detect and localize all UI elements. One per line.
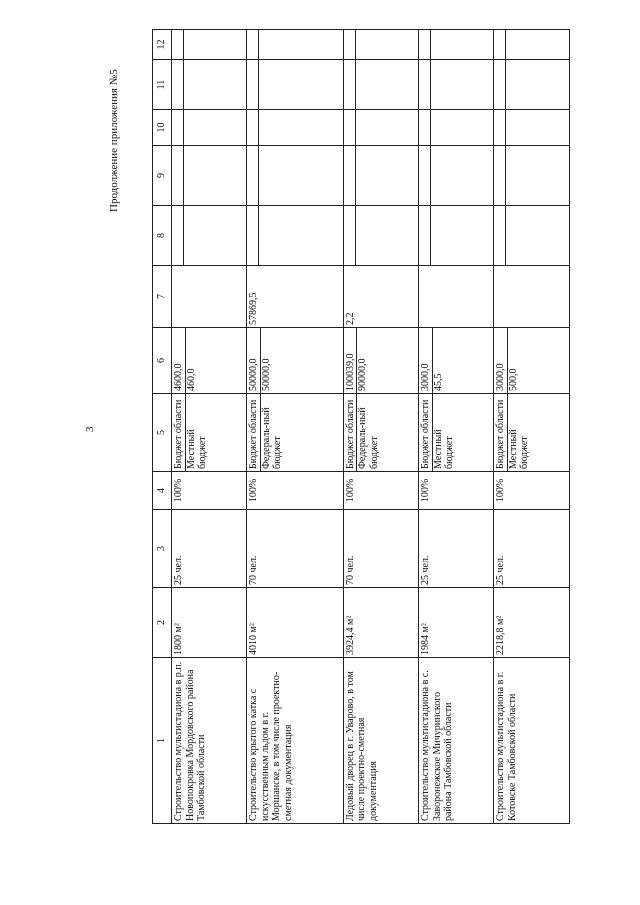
object-name-cell: Строительство крытого катка с искусственным льдом в г. Моршанске, в том числе проектно-сметная документация (247, 658, 343, 824)
funding-source: Бюджет области (345, 394, 358, 471)
empty-subcell (173, 60, 184, 109)
area-cell: 3924,4 м² (343, 588, 418, 658)
funding-amount: 4600,0 (173, 328, 186, 393)
object-name-cell: Строительство мультистадиона в г. Котовске Тамбовской области (494, 658, 570, 824)
funding-amount: 3000,0 (495, 328, 508, 393)
area-cell: 2218,8 м² (494, 588, 570, 658)
funding-amount-cell (343, 328, 418, 394)
funding-amount: 100039,0 (345, 328, 358, 393)
empty-subcell (173, 110, 184, 145)
empty-cell-col9 (343, 146, 418, 206)
funding-amount: 460,0 (185, 368, 197, 391)
funding-amount: 50000,0 (248, 328, 261, 393)
funding-source: Бюджет области (495, 394, 508, 471)
empty-cell-col8 (172, 206, 247, 266)
empty-subcell (173, 30, 184, 59)
funding-amount: 45,5 (432, 373, 444, 391)
funding-source: Федераль-ный бюджет (357, 407, 380, 469)
area-cell: 4010 м² (247, 588, 343, 658)
header-row (153, 30, 172, 824)
header-cell-1: 1 (153, 658, 172, 824)
readiness-cell: 100% (172, 472, 247, 510)
funding-source: Бюджет области (420, 394, 433, 471)
empty-subcell (248, 110, 259, 145)
col7-cell (172, 266, 247, 328)
funding-amount: 50000,0 (260, 358, 272, 391)
empty-subcell (345, 146, 356, 205)
empty-subcell (495, 110, 506, 145)
header-cell-3: 3 (153, 510, 172, 588)
empty-cell-col8 (247, 206, 343, 266)
header-cell-4: 4 (153, 472, 172, 510)
empty-subcell (173, 146, 184, 205)
empty-cell-col9 (172, 146, 247, 206)
header-cell-5: 5 (153, 394, 172, 472)
empty-subcell (248, 60, 259, 109)
funding-source-cell (247, 394, 343, 472)
capacity-cell: 25 чел. (172, 510, 247, 588)
object-name-cell: Строительство мультистадиона в с. Заворонежское Мичуринского района Тамбовской области (419, 658, 494, 824)
capacity-cell: 25 чел. (494, 510, 570, 588)
appendix-table-container (152, 30, 570, 824)
empty-cell-col9 (494, 146, 570, 206)
empty-cell-col8 (419, 206, 494, 266)
col7-cell: 57869,5 (247, 266, 343, 328)
capacity-cell: 70 чел. (247, 510, 343, 588)
funding-source: Бюджет области (248, 394, 261, 471)
empty-subcell (248, 30, 259, 59)
funding-source-cell (419, 394, 494, 472)
empty-subcell (173, 206, 184, 265)
funding-source: Бюджет области (173, 394, 186, 471)
empty-cell-col10 (494, 110, 570, 146)
readiness-cell: 100% (419, 472, 494, 510)
col7-cell: 2,2 (343, 266, 418, 328)
object-name-cell: Ледовый дворец в г. Уварово, в том числе проектно-сметная документация (343, 658, 418, 824)
header-cell-8: 8 (153, 206, 172, 266)
funding-amount: 90000,0 (357, 358, 369, 391)
empty-cell-col10 (343, 110, 418, 146)
capacity-cell: 70 чел. (343, 510, 418, 588)
col7-cell (494, 266, 570, 328)
table-row (343, 30, 418, 824)
empty-subcell (345, 30, 356, 59)
empty-cell-col10 (247, 110, 343, 146)
empty-subcell (495, 146, 506, 205)
funding-source-cell (343, 394, 418, 472)
table-row (419, 30, 494, 824)
empty-cell-col11 (172, 60, 247, 110)
readiness-cell: 100% (247, 472, 343, 510)
funding-amount: 3000,0 (420, 328, 433, 393)
funding-source: Местный бюджет (507, 429, 531, 469)
empty-subcell (495, 206, 506, 265)
object-name-cell: Строительство мультистадиона в р.п. Новопокровка Мордовского района Тамбовской области (172, 658, 247, 824)
header-cell-2: 2 (153, 588, 172, 658)
page-number: 3 (84, 426, 96, 432)
empty-cell-col12 (494, 30, 570, 60)
empty-subcell (248, 146, 259, 205)
empty-cell-col8 (343, 206, 418, 266)
table-row (172, 30, 247, 824)
empty-cell-col12 (419, 30, 494, 60)
empty-cell-col12 (247, 30, 343, 60)
funding-amount-cell (172, 328, 247, 394)
funding-source: Местный бюджет (432, 429, 455, 469)
appendix-table (152, 29, 570, 824)
capacity-cell: 25 чел. (419, 510, 494, 588)
header-cell-11: 11 (153, 60, 172, 110)
empty-cell-col10 (419, 110, 494, 146)
empty-subcell (248, 206, 259, 265)
header-cell-10: 10 (153, 110, 172, 146)
empty-cell-col11 (343, 60, 418, 110)
readiness-cell: 100% (494, 472, 570, 510)
funding-amount-cell (494, 328, 570, 394)
funding-source-cell (172, 394, 247, 472)
col7-cell (419, 266, 494, 328)
empty-subcell (420, 110, 431, 145)
empty-subcell (495, 30, 506, 59)
header-cell-12: 12 (153, 30, 172, 60)
empty-subcell (495, 60, 506, 109)
empty-subcell (345, 60, 356, 109)
empty-subcell (420, 60, 431, 109)
header-cell-6: 6 (153, 328, 172, 394)
empty-subcell (345, 206, 356, 265)
table-row (247, 30, 343, 824)
empty-cell-col8 (494, 206, 570, 266)
header-cell-7: 7 (153, 266, 172, 328)
empty-cell-col9 (247, 146, 343, 206)
area-cell: 1984 м² (419, 588, 494, 658)
funding-source: Местный бюджет (185, 429, 208, 469)
funding-amount-cell (419, 328, 494, 394)
empty-subcell (420, 206, 431, 265)
area-cell: 1800 м² (172, 588, 247, 658)
empty-cell-col12 (343, 30, 418, 60)
continuation-label: Продолжение приложения №5 (108, 69, 120, 212)
empty-cell-col11 (494, 60, 570, 110)
empty-cell-col9 (419, 146, 494, 206)
header-cell-9: 9 (153, 146, 172, 206)
empty-cell-col10 (172, 110, 247, 146)
table-row (494, 30, 570, 824)
empty-subcell (345, 110, 356, 145)
funding-source: Федераль-ный бюджет (260, 407, 284, 469)
empty-subcell (420, 146, 431, 205)
empty-subcell (420, 30, 431, 59)
empty-cell-col11 (247, 60, 343, 110)
funding-amount: 500,0 (507, 368, 519, 391)
empty-cell-col12 (172, 30, 247, 60)
readiness-cell: 100% (343, 472, 418, 510)
empty-cell-col11 (419, 60, 494, 110)
funding-source-cell (494, 394, 570, 472)
funding-amount-cell (247, 328, 343, 394)
